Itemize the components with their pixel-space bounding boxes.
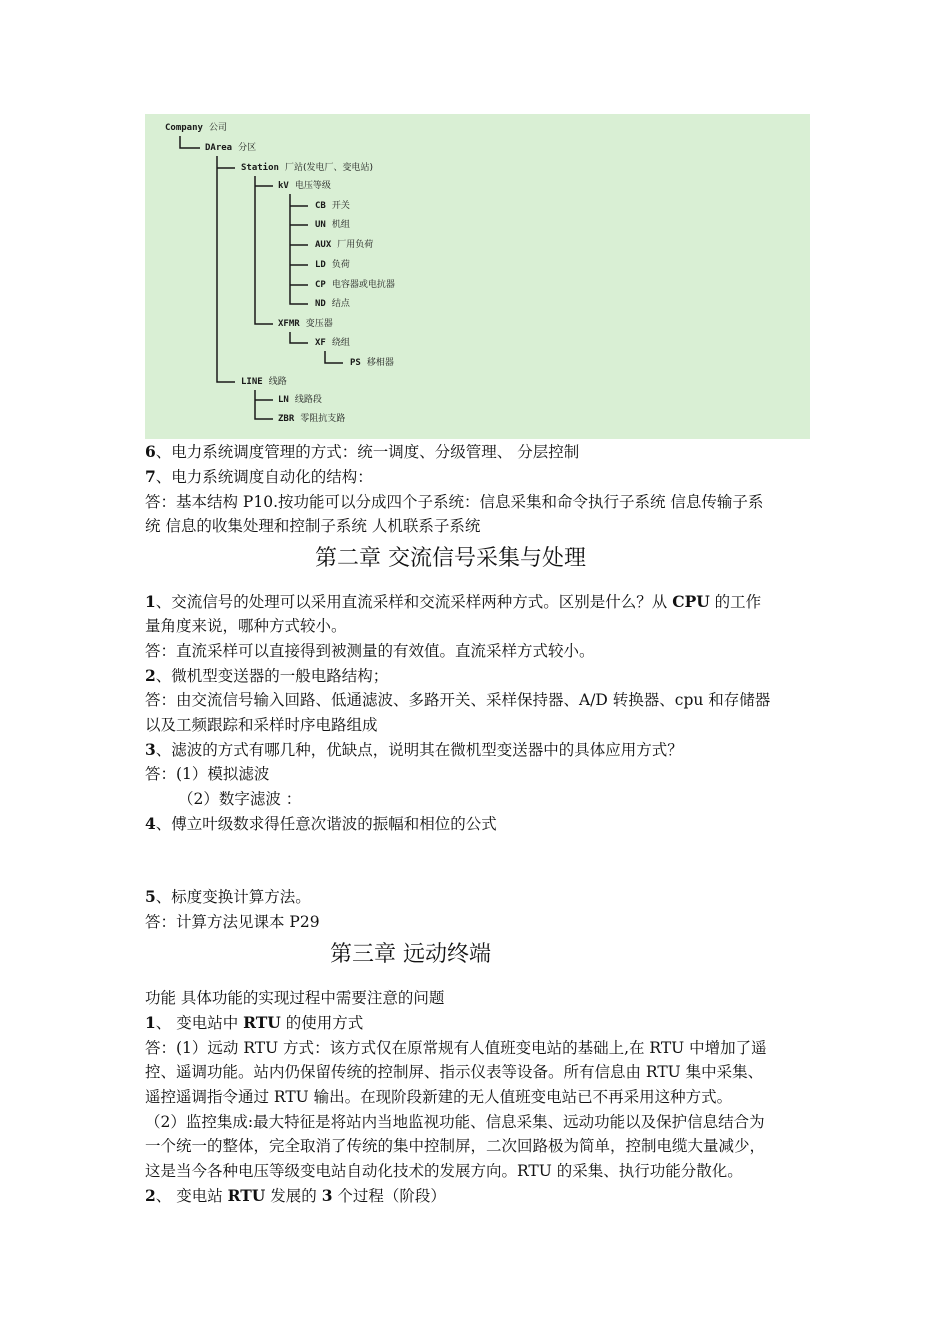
ch3-answer-1-line-4: （2）监控集成:最大特征是将站内当地监视功能、信息采集、远动功能以及保护信息结合为 [145, 1113, 765, 1131]
tree-node-company: Company 公司 [165, 123, 227, 133]
ch2-answer-2-line-1: 答：由交流信号输入回路、低通滤波、多路开关、采样保持器、A/D 转换器、cpu 和存储器 [145, 691, 771, 709]
tree-node-darea: DArea 分区 [205, 143, 257, 153]
ch2-answer-3-line-2: （2）数字滤波 ： [178, 790, 302, 808]
ch2-question-2: 2、微机型变送器的一般电路结构； [145, 666, 389, 685]
ch3-answer-1-line-3: 遥控遥调指令通过 RTU 输出。在现阶段新建的无人值班变电站已不再采用这种方式。 [145, 1088, 733, 1106]
ch2-question-1-cont: 量角度来说，哪种方式较小。 [145, 617, 347, 635]
tree-node-ln: LN 线路段 [278, 395, 322, 405]
ch2-question-3: 3、滤波的方式有哪几种，优缺点，说明其在微机型变送器中的具体应用方式？ [145, 740, 683, 759]
question-7: 7、电力系统调度自动化的结构： [145, 467, 373, 486]
tree-node-un: UN 机组 [315, 220, 350, 230]
tree-node-kv: kV 电压等级 [278, 181, 331, 191]
tree-node-line: LINE 线路 [241, 377, 287, 387]
tree-node-zbr: ZBR 零阻抗支路 [278, 414, 346, 424]
answer-7-line-2: 统 信息的收集处理和控制子系统 人机联系子系统 [145, 517, 481, 535]
ch3-answer-1-line-6: 这是当今各种电压等级变电站自动化技术的发展方向。RTU 的采集、执行功能分散化。 [145, 1162, 743, 1180]
chapter-3-heading: 第三章 远动终端 [330, 942, 491, 967]
ch3-question-1: 1、 变电站中 RTU 的使用方式 [145, 1013, 364, 1032]
question-6: 6、电力系统调度管理的方式：统一调度、分级管理、 分层控制 [145, 442, 580, 461]
answer-7-line-1: 答：基本结构 P10.按功能可以分成四个子系统：信息采集和命令执行子系统 信息传输子系 [145, 493, 764, 511]
tree-node-nd: ND 结点 [315, 299, 350, 309]
chapter-2-heading: 第二章 交流信号采集与处理 [315, 546, 586, 571]
ch3-intro: 功能 具体功能的实现过程中需要注意的问题 [145, 989, 445, 1007]
tree-node-station: Station 厂站(发电厂、变电站) [241, 163, 373, 173]
ch3-answer-1-line-2: 控、遥调功能。站内仍保留传统的控制屏、指示仪表等设备。所有信息由 RTU 集中采集、 [145, 1063, 764, 1081]
ch3-question-2: 2、 变电站 RTU 发展的 3 个过程（阶段） [145, 1186, 446, 1205]
hierarchy-tree-figure [145, 114, 810, 439]
tree-node-ps: PS 移相器 [350, 358, 394, 368]
tree-node-xfmr: XFMR 变压器 [278, 319, 333, 329]
ch2-question-1: 1、交流信号的处理可以采用直流采样和交流采样两种方式。区别是什么？从 CPU 的工作 [145, 592, 762, 611]
ch2-question-4: 4、傅立叶级数求得任意次谐波的振幅和相位的公式 [145, 814, 497, 833]
ch3-answer-1-line-5: 一个统一的整体，完全取消了传统的集中控制屏，二次回路极为简单，控制电缆大量减少， [145, 1137, 766, 1155]
ch2-answer-5: 答：计算方法见课本 P29 [145, 913, 320, 931]
ch2-question-5: 5、标度变换计算方法。 [145, 887, 311, 906]
tree-node-cp: CP 电容器或电抗器 [315, 280, 395, 290]
tree-node-xf: XF 绕组 [315, 338, 350, 348]
ch2-answer-3-line-1: 答：(1）模拟滤波 [145, 765, 270, 783]
ch2-answer-2-line-2: 以及工频跟踪和采样时序电路组成 [145, 716, 378, 734]
tree-node-aux: AUX 厂用负荷 [315, 240, 374, 250]
ch3-answer-1-line-1: 答：(1）远动 RTU 方式：该方式仅在原常规有人值班变电站的基础上,在 RTU 中增加了遥 [145, 1039, 767, 1057]
ch2-answer-1: 答：直流采样可以直接得到被测量的有效值。直流采样方式较小。 [145, 642, 595, 660]
tree-node-ld: LD 负荷 [315, 260, 350, 270]
tree-node-cb: CB 开关 [315, 201, 350, 211]
